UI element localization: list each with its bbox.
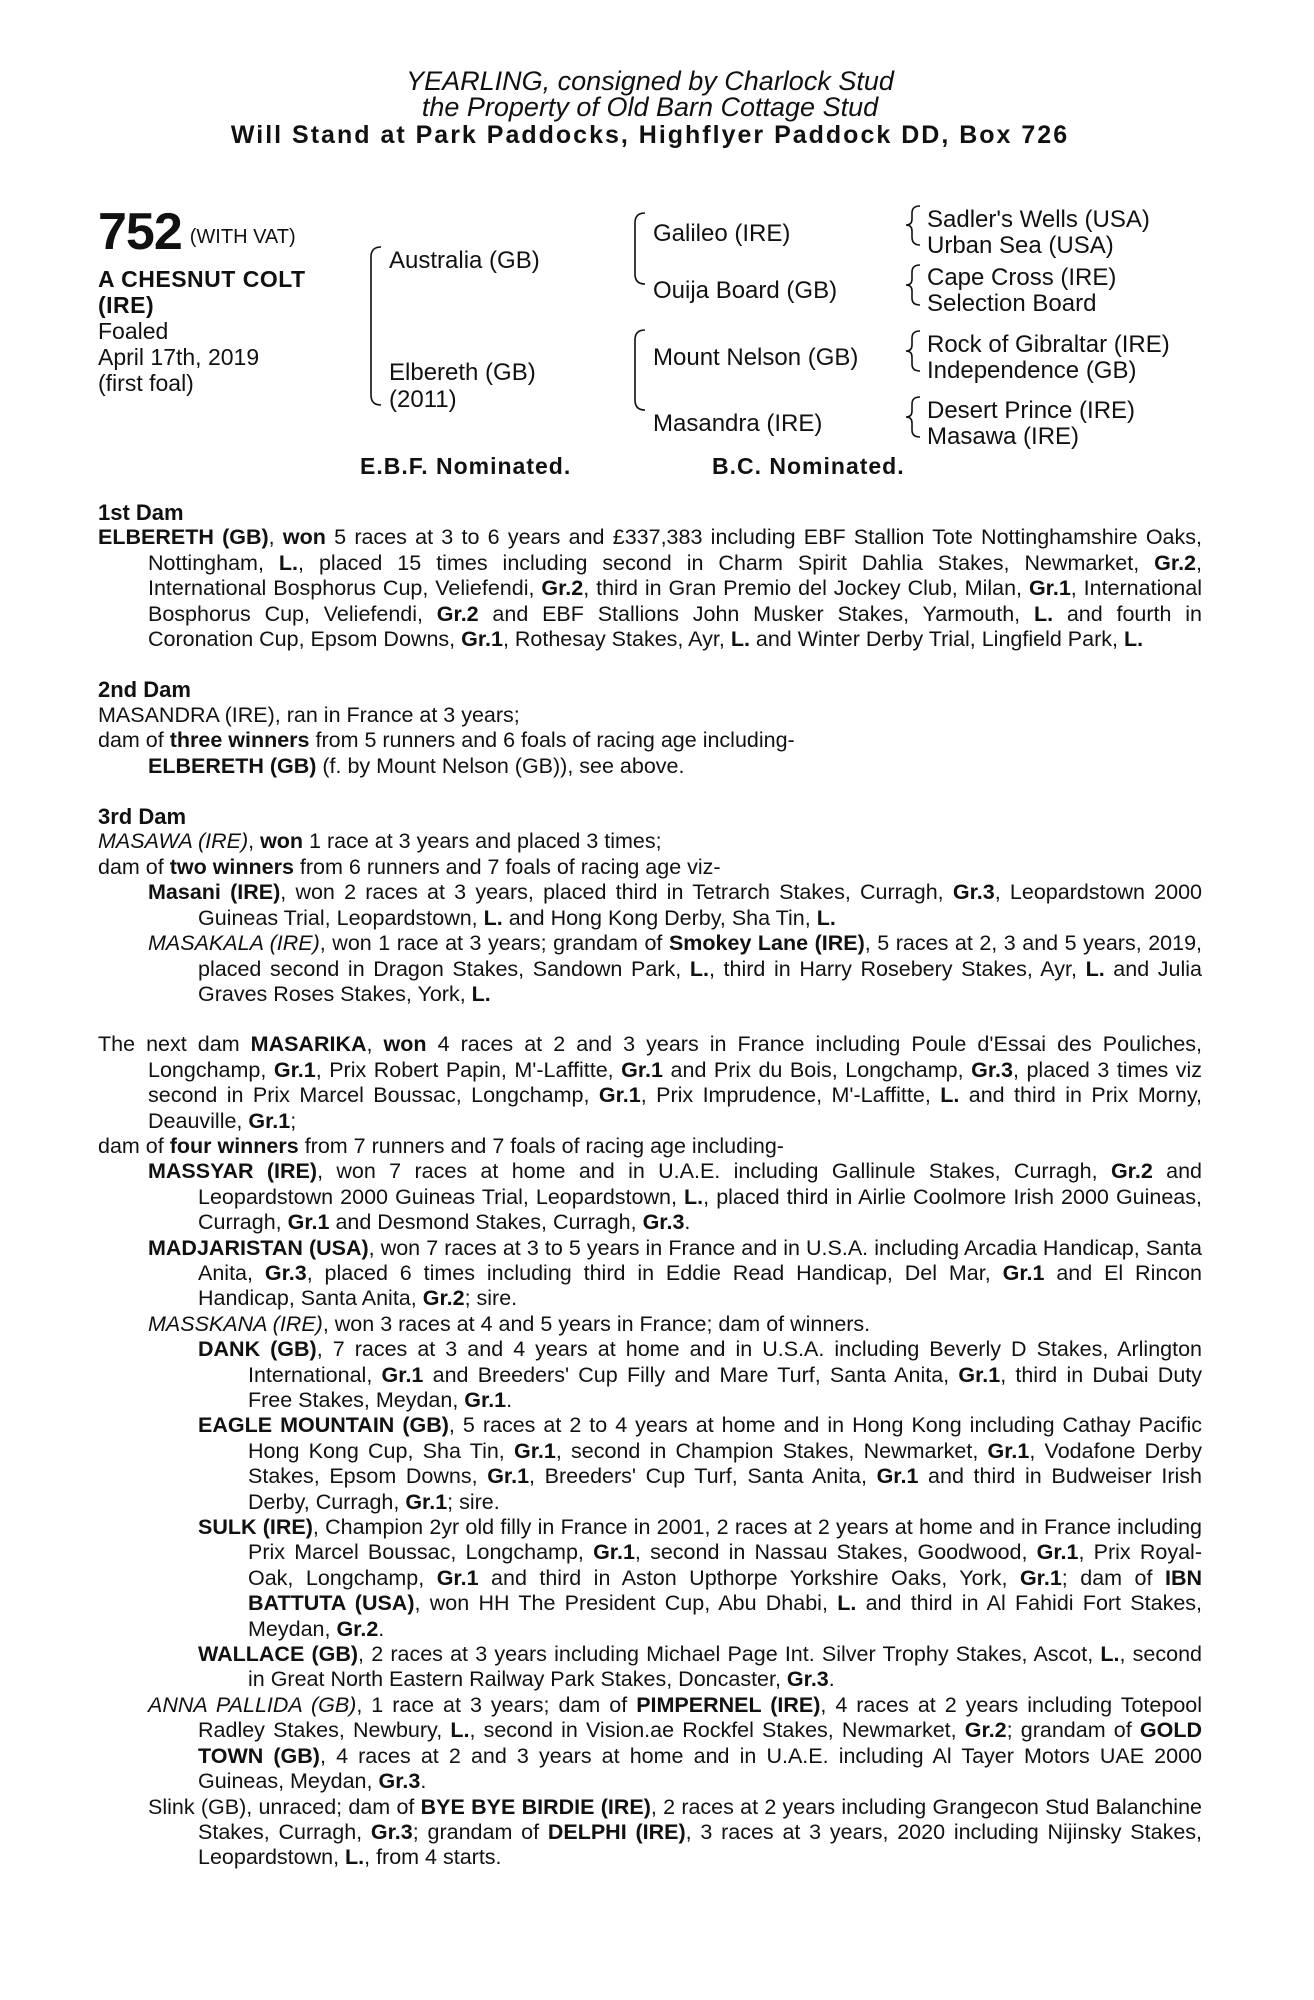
text-run: and Prix du Bois, Longchamp, xyxy=(663,1057,972,1082)
text-run: ; grandam of xyxy=(1006,1718,1140,1743)
dam-sire-dam: Independence (GB) xyxy=(927,357,1137,384)
produce-entry xyxy=(198,1413,1202,1515)
bold-run: Gr.1 xyxy=(461,627,503,652)
text-run: , second in Great North Eastern Railway Park Stakes, Doncaster, xyxy=(248,1642,1202,1692)
produce-entry xyxy=(148,1159,1202,1235)
text-run: , third in Harry Rosebery Stakes, Ayr, xyxy=(708,956,1086,981)
bold-run: L. xyxy=(450,1718,470,1743)
third-dam-record xyxy=(98,829,1202,854)
bold-run: L. xyxy=(483,905,503,930)
bold-run: Gr.3 xyxy=(370,1819,413,1844)
text-run: , second in Nassau Stakes, Goodwood, xyxy=(634,1540,1037,1565)
text-run: ; grandam of xyxy=(412,1819,548,1844)
text-run: , Rothesay Stakes, Ayr, xyxy=(502,627,731,652)
bold-run: L. xyxy=(345,1845,365,1870)
foaled-date: April 17th, 2019 xyxy=(98,344,260,370)
bold-run: won xyxy=(260,829,304,854)
bold-run: MASARIKA xyxy=(250,1032,367,1057)
bold-run: GOLD TOWN (GB) xyxy=(198,1718,1203,1768)
bold-run: Gr.1 xyxy=(405,1489,448,1514)
text-run: , placed 6 times including third in Eddie Read Handicap, Del Mar, xyxy=(306,1260,1003,1285)
text-run: 4 races at 2 and 3 years in France including Poule d'Essai des Pouliches, Longchamp, xyxy=(148,1032,1203,1082)
bold-run: Gr.1 xyxy=(621,1057,663,1082)
bold-run: DELPHI (IRE) xyxy=(547,1819,686,1844)
bold-run: MASSYAR (IRE) xyxy=(148,1159,318,1184)
bold-run: Gr.1 xyxy=(487,1464,530,1489)
bold-run: IBN BATTUTA (USA) xyxy=(248,1565,1202,1616)
bold-run: WALLACE (GB) xyxy=(198,1642,359,1667)
bold-run: Gr.1 xyxy=(1036,1540,1079,1565)
text-run: , xyxy=(248,829,261,854)
text-run: , Prix Imprudence, M'-Laffitte, xyxy=(640,1083,941,1108)
text-run: , 2 races at 3 years including Michael Page Int. Silver Trophy Stakes, Ascot, xyxy=(358,1642,1101,1667)
bold-run: Gr.1 xyxy=(1002,1260,1045,1285)
text-run: Slink (GB), unraced; dam of xyxy=(148,1794,421,1819)
sire-sire-sire: Sadler's Wells (USA) xyxy=(927,206,1150,233)
text-run: MASANDRA (IRE), ran in France at 3 years; xyxy=(98,702,520,727)
text-run: , Vodafone Derby Stakes, Epsom Downs, xyxy=(248,1438,1202,1489)
text-run: and El Rincon Handicap, Santa Anita, xyxy=(198,1260,1202,1311)
text-run: , Leopardstown 2000 Guineas Trial, Leopardstown, xyxy=(198,880,1203,930)
ouija-bracket xyxy=(906,265,920,305)
bold-run: BYE BYE BIRDIE (IRE) xyxy=(420,1794,651,1819)
text-run: , won 7 races at 3 to 5 years in France and in U.S.A. including Arcadia Handicap, Santa Anita, xyxy=(198,1235,1202,1285)
text-run: , International Bosphorus Cup, Veliefendi, xyxy=(148,576,1202,626)
bold-run: Gr.3 xyxy=(642,1210,685,1235)
dam-dam: Masandra (IRE) xyxy=(653,410,823,437)
text-run: dam of xyxy=(98,1133,170,1158)
italic-run: MASSKANA (IRE) xyxy=(148,1311,323,1336)
text-run: , 1 race at 3 years; dam of xyxy=(356,1692,637,1717)
text-run: , won 3 races at 4 and 5 years in France; dam of winners. xyxy=(322,1311,871,1336)
third-dam-heading: 3rd Dam xyxy=(98,804,187,830)
bold-run: Gr.1 xyxy=(1019,1565,1062,1590)
sire-sire-dam: Urban Sea (USA) xyxy=(927,232,1114,259)
text-run: and Hong Kong Derby, Sha Tin, xyxy=(502,905,817,930)
text-run: , placed 3 times viz second in Prix Marcel Boussac, Longchamp, xyxy=(148,1057,1202,1108)
foaled-label: Foaled xyxy=(98,318,169,344)
bold-run: Gr.1 xyxy=(464,1388,507,1412)
bold-run: won xyxy=(282,525,326,550)
produce-entry xyxy=(148,1312,1202,1337)
text-run: , won HH The President Cup, Abu Dhabi, xyxy=(414,1591,838,1616)
text-run: The next dam xyxy=(98,1032,251,1057)
sire-dam: Ouija Board (GB) xyxy=(653,277,838,304)
lot-number-value: 752 xyxy=(98,203,182,261)
text-run: . xyxy=(506,1388,513,1412)
text-run: , from 4 starts. xyxy=(364,1845,502,1870)
text-run: dam of xyxy=(98,728,170,753)
bold-run: Gr.1 xyxy=(273,1057,316,1082)
text-run: dam of xyxy=(98,854,170,879)
bold-run: Gr.1 xyxy=(1028,576,1071,601)
bold-run: Gr.1 xyxy=(593,1540,635,1565)
bold-run: Gr.1 xyxy=(876,1464,919,1489)
text-run: , 3 races at 3 years, 2020 including Nijinsky Stakes, Leopardstown, xyxy=(198,1819,1202,1870)
masandra-bracket xyxy=(906,397,920,437)
bc-nominated: B.C. Nominated. xyxy=(712,453,905,479)
bold-run: Masani (IRE) xyxy=(148,880,281,905)
produce-entry xyxy=(148,1795,1202,1871)
text-run: and EBF Stallions John Musker Stakes, Yarmouth, xyxy=(478,601,1034,626)
bold-run: Gr.1 xyxy=(248,1108,291,1133)
text-run: from 7 runners and 7 foals of racing age including- xyxy=(298,1133,784,1158)
second-dam-produce-summary xyxy=(98,728,1202,753)
text-run: from 5 runners and 6 foals of racing age including- xyxy=(309,728,795,753)
dam-dam-sire: Desert Prince (IRE) xyxy=(927,397,1136,424)
bold-run: Gr.1 xyxy=(287,1210,330,1235)
text-run: , 2 races at 2 years including Grangecon Stud Balanchine Stakes, Curragh, xyxy=(198,1794,1202,1844)
bold-run: MADJARISTAN (USA) xyxy=(148,1235,369,1260)
text-run: and Leopardstown 2000 Guineas Trial, Leopardstown, xyxy=(198,1159,1203,1209)
text-run: , 4 races at 2 years including Totepool Radley Stakes, Newbury, xyxy=(198,1692,1203,1743)
dam-record xyxy=(98,525,1202,652)
text-run: , xyxy=(268,525,283,550)
sire-name: Australia (GB) xyxy=(389,247,540,274)
text-run: and Julia Graves Roses Stakes, York, xyxy=(198,956,1203,1006)
bold-run: Gr.3 xyxy=(952,880,995,905)
ebf-nominated: E.B.F. Nominated. xyxy=(360,453,572,479)
bold-run: two winners xyxy=(169,854,294,879)
catalogue-body xyxy=(98,500,1202,1871)
text-run: ; xyxy=(290,1108,297,1133)
text-run: and Winter Derby Trial, Lingfield Park, xyxy=(749,627,1124,652)
bold-run: L. xyxy=(1085,956,1105,981)
text-run: , International Bosphorus Cup, Veliefendi, xyxy=(148,550,1202,601)
bold-run: Gr.2 xyxy=(1154,550,1197,575)
dam-bracket xyxy=(635,330,645,410)
bold-run: Gr.3 xyxy=(971,1057,1013,1082)
text-run: . xyxy=(684,1210,691,1235)
bold-run: Gr.2 xyxy=(541,576,584,601)
dam-sire: Mount Nelson (GB) xyxy=(653,344,859,371)
first-dam-heading: 1st Dam xyxy=(98,500,184,525)
foal-note: (first foal) xyxy=(98,370,194,396)
sire-bracket xyxy=(635,213,645,284)
produce-entry xyxy=(148,880,1202,931)
text-run: , second in Vision.ae Rockfel Stakes, Newmarket, xyxy=(469,1718,965,1743)
text-run: and third in Budweiser Irish Derby, Curragh, xyxy=(248,1464,1202,1514)
bold-run: Gr.3 xyxy=(378,1769,421,1794)
text-run: . xyxy=(420,1769,427,1794)
bold-run: ELBERETH (GB) xyxy=(98,525,269,550)
second-dam-heading: 2nd Dam xyxy=(98,677,191,703)
third-dam-produce-summary xyxy=(98,855,1202,880)
produce-entry xyxy=(148,754,1202,779)
bold-run: Gr.3 xyxy=(264,1260,307,1285)
text-run: , Prix Robert Papin, M'-Laffitte, xyxy=(315,1057,622,1082)
text-run: , placed third in Airlie Coolmore Irish 2000 Guineas, Curragh, xyxy=(198,1184,1202,1235)
bold-run: Gr.2 xyxy=(336,1616,379,1641)
text-run: (f. by Mount Nelson (GB)), see above. xyxy=(316,753,685,778)
bold-run: Smokey Lane (IRE) xyxy=(668,931,865,956)
italic-run: ANNA PALLIDA (GB) xyxy=(148,1692,357,1717)
bold-run: Gr.2 xyxy=(964,1718,1007,1743)
text-run: , 5 races at 2, 3 and 5 years, 2019, placed second in Dragon Stakes, Sandown Park, xyxy=(198,931,1203,981)
produce-entry xyxy=(198,1515,1202,1642)
text-run: 1 race at 3 years and placed 3 times; xyxy=(303,829,662,854)
text-run: , third in Dubai Duty Free Stakes, Meydan, xyxy=(248,1362,1203,1412)
dam-year: (2011) xyxy=(389,386,457,413)
text-run: from 6 runners and 7 foals of racing age viz- xyxy=(293,854,721,879)
sire-dam-dam: Selection Board xyxy=(927,290,1097,317)
bold-run: Gr.2 xyxy=(436,601,479,626)
text-run: and fourth in Coronation Cup, Epsom Downs, xyxy=(148,601,1203,652)
bold-run: PIMPERNEL (IRE) xyxy=(636,1692,821,1717)
bold-run: L. xyxy=(1123,627,1144,652)
italic-run: MASAWA (IRE) xyxy=(98,829,249,854)
bold-run: L. xyxy=(278,550,299,575)
consignor-line: YEARLING, consigned by Charlock Stud xyxy=(406,66,894,96)
location-line: Will Stand at Park Paddocks, Highflyer Paddock DD, Box 726 xyxy=(230,121,1070,149)
bold-run: Gr.1 xyxy=(381,1362,424,1387)
property-line: the Property of Old Barn Cottage Stud xyxy=(421,92,879,122)
bold-run: Gr.3 xyxy=(786,1667,829,1692)
text-run: 5 races at 3 to 6 years and £337,383 including EBF Stallion Tote Nottinghamshire Oaks, Nottingham, xyxy=(148,525,1202,575)
bold-run: L. xyxy=(689,956,709,981)
dam-name: Elbereth (GB) xyxy=(389,359,536,386)
text-run: , won 1 race at 3 years; grandam of xyxy=(319,931,669,956)
text-run: , 5 races at 2 to 4 years at home and in Hong Kong including Cathay Pacific Hong Kong Cup, Sha Tin, xyxy=(248,1413,1202,1463)
text-run: , Breeders' Cup Turf, Santa Anita, xyxy=(529,1464,877,1489)
bold-run: Gr.1 xyxy=(987,1438,1030,1463)
text-run: , placed 15 times including second in Charm Spirit Dahlia Stakes, Newmarket, xyxy=(298,550,1155,575)
text-run: , Prix Royal-Oak, Longchamp, xyxy=(248,1540,1202,1590)
bold-run: Gr.1 xyxy=(436,1565,479,1590)
text-run: . xyxy=(828,1667,835,1692)
bold-run: L. xyxy=(940,1083,960,1108)
bold-run: three winners xyxy=(169,728,310,753)
mount-nelson-bracket xyxy=(906,331,920,371)
produce-entry xyxy=(148,1693,1202,1795)
text-run: ; sire. xyxy=(447,1489,500,1514)
bold-run: L. xyxy=(471,981,491,1006)
bold-run: Gr.2 xyxy=(1110,1159,1153,1184)
bold-run: L. xyxy=(730,627,750,652)
text-run: . xyxy=(378,1616,385,1641)
bold-run: won xyxy=(383,1032,427,1057)
text-run: , won 7 races at home and in U.A.E. including Gallinule Stakes, Curragh, xyxy=(317,1159,1111,1184)
bold-run: Gr.1 xyxy=(958,1362,1001,1387)
produce-entry xyxy=(198,1337,1202,1413)
produce-entry xyxy=(148,931,1202,1007)
bold-run: Gr.1 xyxy=(513,1438,556,1463)
bold-run: L. xyxy=(1033,601,1054,626)
bold-run: Gr.2 xyxy=(422,1286,465,1311)
horse-name: A CHESNUT COLT xyxy=(98,266,306,292)
text-run: and Desmond Stakes, Curragh, xyxy=(329,1210,643,1235)
sire-dam-sire: Cape Cross (IRE) xyxy=(927,264,1117,291)
next-dam-record xyxy=(98,1032,1202,1134)
text-run: and third in Aston Upthorpe Yorkshire Oaks, York, xyxy=(478,1565,1020,1590)
bold-run: L. xyxy=(684,1184,704,1209)
dam-dam-dam: Masawa (IRE) xyxy=(927,423,1080,450)
text-run: , 4 races at 2 and 3 years at home and in U.A.E. including Al Tayer Motors UAE 2000 Guineas, Meydan, xyxy=(198,1743,1202,1794)
bold-run: DANK (GB) xyxy=(198,1337,317,1362)
bold-run: four winners xyxy=(169,1133,299,1158)
next-dam-produce-summary xyxy=(98,1134,1202,1159)
text-run: , third in Gran Premio del Jockey Club, Milan, xyxy=(583,576,1029,601)
produce-entry xyxy=(198,1642,1202,1693)
text-run: , won 2 races at 3 years, placed third in Tetrarch Stakes, Curragh, xyxy=(280,880,953,905)
text-run: and Breeders' Cup Filly and Mare Turf, Santa Anita, xyxy=(423,1362,959,1387)
bold-run: ELBERETH (GB) xyxy=(148,753,317,778)
text-run: and third in Al Fahidi Fort Stakes, Meydan, xyxy=(248,1591,1203,1641)
sire-sire: Galileo (IRE) xyxy=(653,220,791,247)
produce-entry xyxy=(148,1236,1202,1312)
bold-run: SULK (IRE) xyxy=(198,1515,313,1540)
text-run: , xyxy=(366,1032,384,1057)
bold-run: L. xyxy=(837,1591,857,1616)
bold-run: EAGLE MOUNTAIN (GB) xyxy=(198,1413,449,1438)
text-run: ; sire. xyxy=(464,1286,518,1311)
text-run: ; dam of xyxy=(1061,1565,1165,1590)
vat-note: (WITH VAT) xyxy=(189,226,296,248)
horse-country: (IRE) xyxy=(98,292,155,318)
text-run: and third in Prix Morny, Deauville, xyxy=(148,1083,1202,1133)
bold-run: L. xyxy=(1100,1642,1120,1667)
bold-run: L. xyxy=(816,905,836,930)
second-dam-record xyxy=(98,703,1202,728)
text-run: , Champion 2yr old filly in France in 2001, 2 races at 2 years at home and in France including Prix Marcel Boussac, Longchamp, xyxy=(248,1515,1202,1565)
sire-dam-bracket xyxy=(371,247,381,405)
bold-run: Gr.1 xyxy=(598,1083,641,1108)
dam-sire-sire: Rock of Gibraltar (IRE) xyxy=(927,331,1170,358)
text-run: , 7 races at 3 and 4 years at home and in U.S.A. including Beverly D Stakes, Arlington International, xyxy=(248,1337,1202,1387)
text-run: , second in Champion Stakes, Newmarket, xyxy=(555,1438,988,1463)
galileo-bracket xyxy=(906,206,920,245)
italic-run: MASAKALA (IRE) xyxy=(148,931,320,956)
